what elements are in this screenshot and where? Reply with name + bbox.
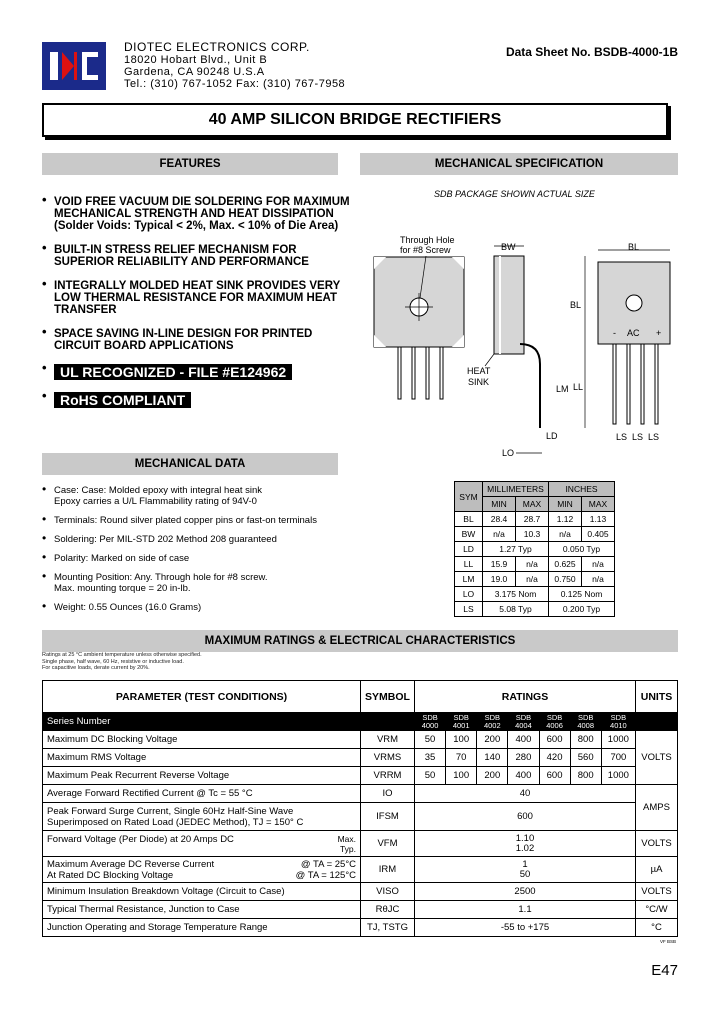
package-caption: SDB PACKAGE SHOWN ACTUAL SIZE <box>434 189 595 199</box>
table-row: Average Forward Rectified Current @ Tc = 55 °C IO 40 AMPS <box>43 785 678 803</box>
ls-label-3: LS <box>648 432 660 442</box>
dim-header-mm: MILLIMETERS <box>483 482 549 497</box>
ratings-note: Single phase, half wave, 60 Hz, resistive or inductive load. <box>42 658 184 665</box>
rohs-badge: RoHS COMPLIANT <box>54 392 191 408</box>
ll-label: LL <box>573 382 584 392</box>
ul-badge-item <box>54 364 354 380</box>
ratings-table <box>42 680 678 937</box>
ls-label-2: LS <box>632 432 644 442</box>
table-row: LO 3.175 Nom 0.125 Nom <box>455 587 615 602</box>
lm-label: LM <box>556 384 569 394</box>
page-title: 40 AMP SILICON BRIDGE RECTIFIERS <box>42 103 668 137</box>
table-row: LS 5.08 Typ 0.200 Typ <box>455 602 615 617</box>
table-row: LD 1.27 Typ 0.050 Typ <box>455 542 615 557</box>
mech-spec-header: MECHANICAL SPECIFICATION <box>360 153 678 175</box>
company-logo <box>42 42 106 90</box>
table-row: Peak Forward Surge Current, Single 60Hz Half-Sine Wave Superimposed on Rated Load (JEDEC Method), TJ = 150° C IFSM 600 <box>43 803 678 831</box>
features-list <box>54 196 354 420</box>
mech-data-item: • Mounting Position: Any. Through hole for #8 screw. Max. mounting torque = 20 in-lb. <box>54 572 354 594</box>
datasheet-number: Data Sheet No. BSDB-4000-1B <box>505 45 678 59</box>
table-row: BL 28.4 28.7 1.12 1.13 <box>455 512 615 527</box>
mech-data-item: • Weight: 0.55 Ounces (16.0 Grams) <box>54 602 354 613</box>
ratings-notes <box>42 652 202 672</box>
company-phone: Tel.: (310) 767-1052 Fax: (310) 767-7958 <box>124 78 346 90</box>
mech-data-item: • Polarity: Marked on side of case <box>54 553 354 564</box>
ls-label-1: LS <box>616 432 628 442</box>
ul-badge: UL RECOGNIZED - FILE #E124962 <box>54 364 292 380</box>
series-number: SDB 4000 <box>415 713 446 731</box>
series-number: SDB 4002 <box>477 713 508 731</box>
series-number: SDB 4001 <box>446 713 477 731</box>
table-row: Maximum DC Blocking Voltage VRM 50 100 200 400 600 800 1000 VOLTS <box>43 731 678 749</box>
bw-label: BW <box>501 242 516 252</box>
series-number: SDB 4006 <box>539 713 570 731</box>
feature-item: • BUILT-IN STRESS RELIEF MECHANISM FOR SUPERIOR RELIABILITY AND PERFORMANCE <box>54 244 354 268</box>
table-row: Minimum Insulation Breakdown Voltage (Circuit to Case) VISO 2500 VOLTS <box>43 883 678 901</box>
ac-label: AC <box>627 328 640 338</box>
package-drawing <box>360 228 678 460</box>
table-row: LM 19.0 n/a 0.750 n/a <box>455 572 615 587</box>
tiny-code: VF BSB <box>659 939 676 944</box>
series-number: SDB 4010 <box>601 713 635 731</box>
mech-data-header: MECHANICAL DATA <box>42 453 338 475</box>
plus-label: + <box>656 328 662 338</box>
mech-data-item: • Case: Case: Molded epoxy with integral heat sink Epoxy carries a U/L Flammability rating of 94V-0 <box>54 485 354 507</box>
rohs-badge-item <box>54 392 354 408</box>
features-header: FEATURES <box>42 153 338 175</box>
dim-header-max: MAX <box>582 497 615 512</box>
table-row: Typical Thermal Resistance, Junction to Case RθJC 1.1 °C/W <box>43 901 678 919</box>
table-row: Maximum Peak Recurrent Reverse Voltage VRRM 50 100 200 400 600 800 1000 <box>43 767 678 785</box>
dim-header-in: INCHES <box>549 482 615 497</box>
feature-item: • INTEGRALLY MOLDED HEAT SINK PROVIDES VERY LOW THERMAL RESISTANCE FOR MAXIMUM HEAT TRANSFER <box>54 280 354 316</box>
table-row: Junction Operating and Storage Temperature Range TJ, TSTG -55 to +175 °C <box>43 919 678 937</box>
table-row: @ TA = 25°C @ TA = 125°C Maximum Average DC Reverse Current At Rated DC Blocking Voltage IRM 1 50 µA <box>43 857 678 883</box>
bl-label-side: BL <box>570 300 582 310</box>
mech-data-item: • Terminals: Round silver plated copper pins or fast-on terminals <box>54 515 354 526</box>
ratings-header: MAXIMUM RATINGS & ELECTRICAL CHARACTERISTICS <box>42 630 678 652</box>
diotec-logo-icon <box>44 44 104 88</box>
table-row: Maximum RMS Voltage VRMS 35 70 140 280 420 560 700 <box>43 749 678 767</box>
dim-header-sym: SYM <box>455 482 483 512</box>
company-address-2: Gardena, CA 90248 U.S.A <box>124 66 265 78</box>
ratings-note: For capacitive loads, derate current by 20%. <box>42 665 150 671</box>
company-name: DIOTEC ELECTRONICS CORP. <box>124 40 310 54</box>
table-row: LL 15.9 n/a 0.625 n/a <box>455 557 615 572</box>
screw-label: for #8 Screw <box>400 245 451 255</box>
feature-item: • VOID FREE VACUUM DIE SOLDERING FOR MAXIMUM MECHANICAL STRENGTH AND HEAT DISSIPATION (Solder Voids: Typical < 2%, Max. < 10% of Die Area) <box>54 196 354 232</box>
dim-header-min: MIN <box>549 497 582 512</box>
page-number: E47 <box>651 962 678 979</box>
through-hole-label: Through Hole <box>400 235 455 245</box>
sink-label: SINK <box>468 377 490 387</box>
dim-header-min: MIN <box>483 497 516 512</box>
mech-data-list <box>54 485 354 621</box>
table-row: BW n/a 10.3 n/a 0.405 <box>455 527 615 542</box>
series-number: SDB 4004 <box>508 713 539 731</box>
company-block <box>124 40 345 90</box>
col-parameter: PARAMETER (TEST CONDITIONS) <box>43 681 361 713</box>
company-address-1: 18020 Hobart Blvd., Unit B <box>124 54 268 66</box>
mech-data-item: • Soldering: Per MIL-STD 202 Method 208 guaranteed <box>54 534 354 545</box>
heat-label: HEAT <box>467 366 491 376</box>
col-symbol: SYMBOL <box>361 681 415 713</box>
lo-label: LO <box>502 448 515 458</box>
table-row: Forward Voltage (Per Diode) at 20 Amps DC Max. Typ. VFM 1.10 1.02 VOLTS <box>43 831 678 857</box>
feature-item: • SPACE SAVING IN-LINE DESIGN FOR PRINTED CIRCUIT BOARD APPLICATIONS <box>54 328 354 352</box>
series-number: SDB 4008 <box>570 713 601 731</box>
dimension-table <box>454 481 615 617</box>
dim-header-max: MAX <box>516 497 549 512</box>
minus-label: - <box>613 328 616 338</box>
ratings-note: Ratings at 25 °C ambient temperature unless otherwise specified. <box>42 652 202 658</box>
col-ratings: RATINGS <box>415 681 636 713</box>
series-label: Series Number <box>43 713 361 731</box>
bl-label: BL <box>628 242 640 252</box>
ld-label: LD <box>546 431 558 441</box>
col-units: UNITS <box>636 681 678 713</box>
